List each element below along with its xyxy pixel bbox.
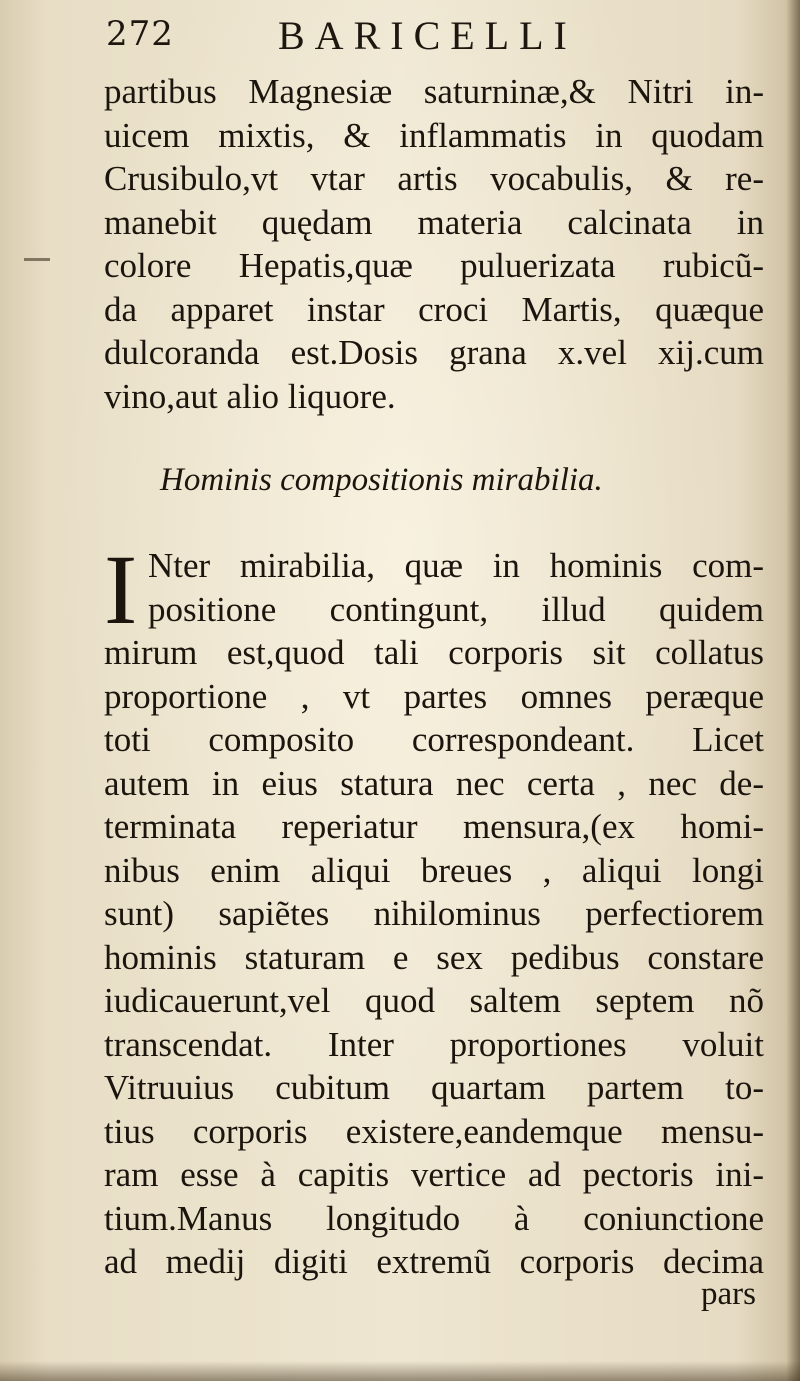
text-line: terminata reperiatur mensura,(ex homi-	[104, 807, 764, 846]
text-line: partibus Magnesiæ saturninæ,& Nitri in-	[104, 72, 764, 111]
text-line: autem in eius statura nec certa , nec de-	[104, 763, 764, 803]
running-head: BARICELLI	[278, 13, 577, 58]
text-line: sunt) sapiẽtes nihilominus perfectiorem	[104, 894, 764, 933]
text-line: ad medij digiti extremũ corporis decima	[104, 1242, 764, 1281]
paragraph-recipe	[104, 70, 764, 418]
text-line: nibus enim aliqui breues , aliqui longi	[104, 850, 764, 890]
text-line: mirum est,quod tali corporis sit collatus	[104, 633, 764, 672]
text-line: colore Hepatis,quæ puluerizata rubicũ-	[104, 246, 764, 285]
paragraph-human-proportions	[104, 544, 764, 1284]
text-line: ram esse à capitis vertice ad pectoris ini-	[104, 1155, 764, 1194]
text-line: dulcoranda est.Dosis grana x.vel xij.cum	[104, 333, 764, 372]
catchword: pars	[701, 1276, 756, 1312]
text-line: transcendat. Inter proportiones voluit	[104, 1024, 764, 1064]
text-line: Nter mirabilia, quæ in hominis com-	[148, 546, 764, 585]
text-line: Vitruuius cubitum quartam partem to-	[104, 1068, 764, 1107]
text-line: Crusibulo,vt vtar artis vocabulis, & re-	[104, 159, 764, 198]
page-edge-shadow	[786, 0, 800, 1381]
drop-cap: I	[104, 534, 138, 645]
page-header	[106, 10, 786, 64]
margin-mark	[24, 258, 50, 261]
text-line: iudicauerunt,vel quod saltem septem nõ	[104, 981, 764, 1020]
text-line: toti composito correspondeant. Licet	[104, 720, 764, 759]
text-line: tius corporis existere,eandemque mensu-	[104, 1111, 764, 1151]
section-heading: Hominis compositionis mirabilia.	[160, 462, 603, 498]
text-line: manebit quędam materia calcinata in	[104, 202, 764, 242]
text-line: vino,aut alio liquore.	[104, 376, 396, 416]
text-line: hominis staturam e sex pedibus constare	[104, 937, 764, 977]
page-number: 272	[106, 14, 174, 54]
text-line: positione contingunt, illud quidem	[148, 589, 764, 629]
text-line: uicem mixtis, & inflammatis in quodam	[104, 115, 764, 155]
text-line: proportione , vt partes omnes peræque	[104, 676, 764, 716]
text-line: da apparet instar croci Martis, quæque	[104, 289, 764, 329]
page-bottom-shadow	[0, 1361, 800, 1381]
text-line: tium.Manus longitudo à coniunctione	[104, 1198, 764, 1238]
